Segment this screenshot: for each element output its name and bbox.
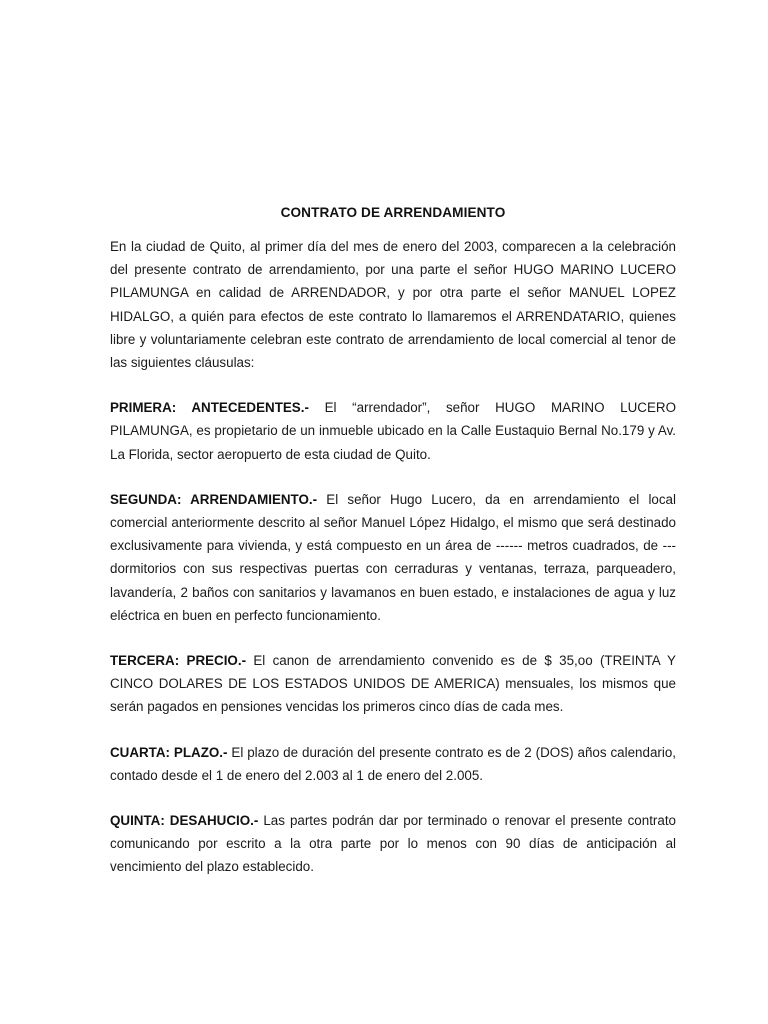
clause-tercera — [110, 649, 676, 719]
document-title: CONTRATO DE ARRENDAMIENTO — [280, 205, 506, 220]
intro-paragraph: En la ciudad de Quito, al primer día del mes de enero del 2003, comparecen a la celebración del presente contrato de arrendamiento, por una parte el señor HUGO MARINO LUCERO PILAMUNGA en calidad de ARRENDADOR, y por otra parte el señor MANUEL LOPEZ HIDALGO, a quién para efectos de este contrato lo llamaremos el ARRENDATARIO, quienes libre y voluntariamente celebran este contrato de arrendamiento de local comercial al tenor de las siguientes cláusulas: — [110, 239, 676, 371]
clause-text: El señor Hugo Lucero, da en arrendamiento el local comercial anteriormente descrito al señor Manuel López Hidalgo, el mismo que será destinado exclusivamente para vivienda, y está compuesto en un área de ------ metros cuadrados, de --- dormitorios con sus respectivas puertas con cerraduras y ventanas, terraza, parqueadero, lavandería, 2 baños con sanitarios y lavamanos en buen estado, e instalaciones de agua y luz eléctrica en buen en perfecto funcionamiento. — [110, 491, 676, 623]
clause-primera — [110, 396, 676, 466]
clause-cuarta — [110, 741, 676, 787]
clause-heading: CUARTA: PLAZO.- — [110, 744, 228, 760]
clause-heading: TERCERA: PRECIO.- — [110, 653, 247, 669]
clause-text: El “arrendador”, señor HUGO MARINO LUCERO PILAMUNGA, es propietario de un inmueble ubicado en la Calle Eustaquio Bernal No.179 y Av. La Florida, sector aeropuerto de esta ciudad de Quito. — [110, 400, 676, 462]
clause-text: Las partes podrán dar por terminado o renovar el presente contrato comunicando por escrito a la otra parte por lo menos con 90 días de anticipación al vencimiento del plazo establecido. — [110, 813, 676, 875]
clause-heading: SEGUNDA: ARRENDAMIENTO.- — [110, 491, 318, 507]
clause-quinta — [110, 809, 676, 879]
document-body — [110, 203, 676, 901]
clause-text: El plazo de duración del presente contrato es de 2 (DOS) años calendario, contado desde el 1 de enero del 2.003 al 1 de enero del 2.005. — [110, 744, 676, 783]
clause-heading: PRIMERA: ANTECEDENTES.- — [110, 400, 309, 416]
clause-heading: QUINTA: DESAHUCIO.- — [110, 813, 259, 829]
clause-text: El canon de arrendamiento convenido es de $ 35,oo (TREINTA Y CINCO DOLARES DE LOS ESTADOS UNIDOS DE AMERICA) mensuales, los mismos que serán pagados en pensiones vencidas los primeros cinco días de cada mes. — [110, 653, 676, 715]
clause-segunda — [110, 488, 676, 627]
